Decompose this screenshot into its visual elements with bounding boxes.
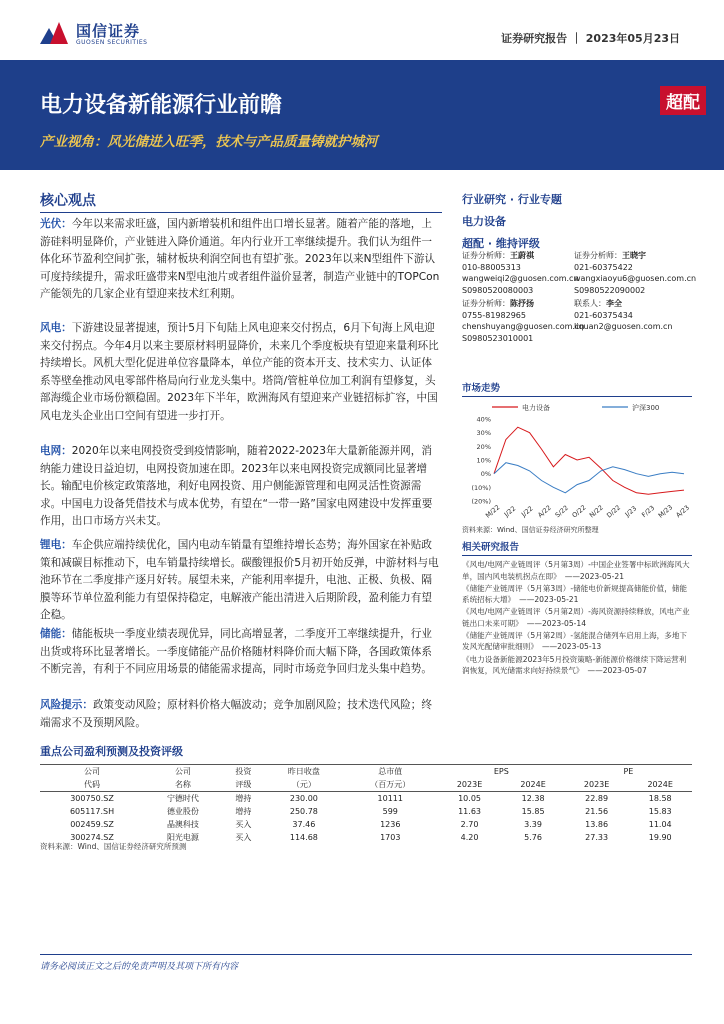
analyst-phone: 0755-81982965 — [462, 310, 526, 320]
col-header: （元） — [291, 780, 316, 789]
analyst-phone: 010-88005313 — [462, 262, 521, 272]
table-cell: 300750.SZ — [40, 792, 144, 806]
related-report-title: 《风电/电网产业链周评（5月第3周）-中国企业签署中标欧洲海风大单，国内风电装机拐点在即》 — [462, 560, 690, 581]
x-tick-label: M/23 — [656, 503, 675, 520]
table-cell: 增持 — [235, 807, 252, 816]
divider — [40, 212, 442, 213]
table-cell: 250.78 — [289, 807, 318, 816]
para-text: 车企供应端持续优化，国内电动车销量有望维持增长态势；海外国家在补贴政策和减碳目标推动下，电车销量持续增长。碳酸锂报价5月初开始反弹，中游材料与电池环节在二季度排产逐月好转。展望未来，产能利用率提升，电池、正极、负极、隔膜等环节单位盈利能力有望保持稳定，电解液产能出清进入后期阶段，盈利能力有望企稳。 — [40, 539, 439, 621]
related-report-title: 《风电/电网产业链周评（5月第2周）-海风资源持续释放，风电产业链出口未来可期》 — [462, 607, 690, 628]
related-report-item[interactable] — [462, 583, 692, 606]
x-tick-label: M/22 — [483, 503, 502, 520]
x-tick-label: O/22 — [570, 503, 588, 520]
table-cell: 12.38 — [501, 792, 565, 806]
table-cell: 2.70 — [460, 820, 479, 829]
report-title: 电力设备新能源行业前瞻 — [40, 93, 283, 118]
page-header — [0, 0, 724, 58]
logo-name-en: GUOSEN SECURITIES — [76, 38, 148, 46]
table-cell: 22.89 — [565, 792, 629, 806]
analyst-role: 证券分析师： — [462, 251, 510, 260]
analyst — [462, 298, 585, 344]
analyst-email[interactable]: chenshuyang@guosen.com.cn — [462, 322, 585, 331]
table-cell: 15.85 — [521, 807, 545, 816]
para-text: 下游建设显著提速，预计5月下旬陆上风电迎来交付拐点，6月下旬海上风电迎来交付拐点。今年4月以来主要原材料明显降价，未来几个季度板块有望迎来量利环比持续增长。风机大型化促进单位容量降本，单位产能的资本开支、技术实力、认证体系等壁垒推动风电零部件格局向行业龙头集中。塔筒/管桩单位加工利润有望修复，头部海缆企业市场份额稳固。2023年下半年，欧洲海风有望迎来产业链招标扩容，中国风电龙头企业出口空间有望进一步打开。 — [40, 322, 439, 422]
analyst-role: 证券分析师： — [462, 299, 510, 308]
table-row — [40, 805, 692, 818]
table-cell: 19.90 — [648, 833, 672, 842]
table-cell: 37.46 — [292, 820, 316, 829]
x-tick-label: A/22 — [536, 503, 553, 520]
analysts — [462, 250, 697, 344]
table-cell: 114.68 — [289, 833, 318, 842]
table-cell: 230.00 — [265, 792, 343, 806]
table-cell: 德业股份 — [166, 807, 199, 816]
related-report-title: 《储能产业链周评（5月第2周）-氢能混合储列车启用上海，多地下发风光配储审批细则》 — [462, 631, 688, 652]
analyst-email[interactable]: wangweiqi2@guosen.com.cn — [462, 274, 579, 283]
table-cell: 阳光电源 — [166, 833, 199, 842]
report-date: 证券研究报告 ｜ 2023年05月23日 — [501, 32, 680, 45]
y-tick-label: 40% — [476, 415, 491, 424]
table-cell: 11.63 — [458, 807, 481, 816]
analyst-name: 陈抒扬 — [510, 299, 534, 308]
related-report-title: 《电力设备新能源2023年5月投资策略-新能源价格继续下降运营利润恢复，风光储需求向好持续景气》 — [462, 654, 687, 675]
col-header: 2024E — [647, 780, 673, 789]
x-tick-label: J/22 — [502, 504, 518, 519]
related-report-item[interactable] — [462, 654, 692, 677]
related-report-date: ——2023-05-14 — [526, 618, 587, 628]
series-line — [494, 427, 684, 494]
related-report-item[interactable] — [462, 606, 692, 629]
y-tick-label: (20%) — [471, 497, 491, 506]
side-meta — [462, 189, 692, 255]
related-report-date: ——2023-05-21 — [519, 595, 579, 605]
legend-label: 沪深300 — [632, 404, 660, 412]
rating-badge: 超配 — [660, 86, 706, 115]
forecast-table — [40, 764, 692, 844]
table-cell: 11.04 — [648, 820, 672, 829]
col-header: 公司 — [40, 765, 144, 779]
chart-source: 资料来源：Wind、国信证券经济研究所整理 — [462, 526, 599, 534]
col-header: 名称 — [174, 780, 191, 789]
footer-disclaimer: 请务必阅读正文之后的免责声明及其项下所有内容 — [40, 962, 239, 972]
analyst-phone: 021-60375422 — [574, 262, 633, 272]
x-tick-label: J/23 — [623, 504, 639, 519]
related-heading: 相关研究报告 — [462, 542, 692, 556]
para-key: 风险提示： — [40, 699, 93, 711]
related-reports — [462, 542, 692, 677]
contact — [574, 298, 686, 344]
para-battery — [40, 537, 442, 625]
analyst-phone: 021-60375434 — [574, 310, 633, 320]
rating: 超配 · 维持评级 — [462, 237, 540, 250]
y-tick-label: 0% — [480, 470, 491, 479]
logo-icon — [40, 22, 68, 46]
related-report-date: ——2023-05-21 — [564, 571, 625, 581]
analyst-role: 联系人： — [574, 299, 606, 308]
analyst — [574, 250, 697, 296]
related-report-date: ——2023-05-13 — [541, 642, 602, 652]
table-cell: 18.58 — [628, 792, 692, 806]
para-key: 电网： — [40, 445, 72, 457]
related-report-title: 《储能产业链周评（5月第3周）-储能电价新规提高储能价值，储能系统招标大增》 — [462, 583, 688, 605]
analyst-cert: S0980520080003 — [462, 285, 534, 295]
y-tick-label: 10% — [476, 456, 491, 465]
para-storage — [40, 626, 442, 679]
col-header: 总市值 — [343, 765, 438, 779]
col-header-pe: PE — [565, 765, 692, 779]
col-header: 代码 — [84, 780, 101, 789]
analyst-name: 王蔚祺 — [510, 251, 534, 260]
analyst-role: 证券分析师： — [574, 251, 622, 260]
para-key: 风电： — [40, 322, 72, 334]
table-cell: 宁德时代 — [144, 792, 222, 806]
market-chart — [462, 397, 692, 521]
table-cell: 增持 — [222, 792, 265, 806]
related-report-item[interactable] — [462, 559, 692, 582]
table-cell: 002459.SZ — [70, 820, 114, 829]
industry: 电力设备 — [462, 215, 506, 228]
analyst-name: 王晓宇 — [622, 251, 646, 260]
core-heading: 核心观点 — [40, 193, 96, 209]
para-risk — [40, 697, 442, 732]
para-key: 锂电： — [40, 539, 72, 551]
x-tick-label: F/23 — [640, 503, 657, 520]
x-tick-label: N/22 — [587, 503, 605, 520]
para-key: 光伏： — [40, 218, 72, 230]
para-wind — [40, 320, 442, 425]
analyst — [462, 250, 579, 296]
table-cell: 买入 — [235, 820, 252, 829]
series-line — [494, 463, 684, 493]
market-chart-box — [462, 380, 692, 534]
para-text: 政策变动风险；原材料价格大幅波动；竞争加剧风险；技术迭代风险；终端需求不及预期风险。 — [40, 699, 432, 729]
table-row — [40, 818, 692, 831]
col-header: 投资 — [222, 765, 265, 779]
col-header: 昨日收盘 — [265, 765, 343, 779]
analyst-name: 李全 — [606, 299, 622, 308]
table-cell: 300274.SZ — [70, 833, 114, 842]
para-key: 储能： — [40, 628, 72, 640]
y-tick-label: (10%) — [471, 483, 491, 492]
table-cell: 1703 — [380, 833, 401, 842]
table-cell: 5.76 — [524, 833, 542, 842]
para-text: 2020年以来电网投资受到疫情影响，随着2022-2023年大量新能源并网，消纳能力建设日益迫切，电网投资加速在即。2023年以来电网投资完成额同比显著增长。输配电价核定政策落地，利好电网投资、用户侧能源管理和电网灵活性资源需求。中国电力设备凭借技术与成本优势，有望在“一带一路”国家电网建设中发挥重要作用，出口市场方兴未艾。 — [40, 445, 433, 527]
col-header: 2023E — [583, 780, 610, 789]
table-cell: 27.33 — [585, 833, 609, 842]
analyst-email[interactable]: liquan2@guosen.com.cn — [574, 322, 673, 331]
table-title: 重点公司盈利预测及投资评级 — [40, 745, 183, 758]
x-tick-label: D/22 — [605, 503, 623, 520]
x-tick-label: S/22 — [553, 503, 570, 520]
table-row — [40, 792, 692, 806]
footer-divider — [40, 954, 692, 955]
category: 行业研究 · 行业专题 — [462, 193, 562, 206]
table-cell: 21.56 — [585, 807, 609, 816]
para-text: 储能板块一季度业绩表现优异，同比高增显著，二季度开工率继续提升，行业出货或将环比显著增长。一季度储能产品价格随材料降价而大幅下降，各国政策体系不断完善，有利于不同应用场景的储能需求提高，同时市场竞争回归龙头集中趋势。 — [40, 628, 432, 675]
table-source: 资料来源：Wind、国信证券经济研究所预测 — [40, 842, 187, 851]
col-header: 2024E — [520, 780, 546, 789]
table-cell: 4.20 — [460, 833, 479, 842]
related-report-date: ——2023-05-07 — [587, 665, 647, 675]
table-cell: 10.05 — [438, 792, 502, 806]
y-tick-label: 20% — [476, 442, 491, 451]
legend-label: 电力设备 — [522, 404, 550, 412]
table-cell: 买入 — [235, 833, 252, 842]
col-header: 公司 — [144, 765, 222, 779]
table-cell: 599 — [382, 807, 398, 816]
col-header: 评级 — [235, 780, 252, 789]
x-tick-label: A/23 — [674, 503, 692, 520]
analyst-cert: S0980522090002 — [574, 285, 646, 295]
chart-heading: 市场走势 — [462, 380, 692, 397]
para-text: 今年以来需求旺盛，国内新增装机和组件出口增长显著。随着产能的落地，上游硅料明显降价，产业链进入降价通道。年内行业开工率继续提升。我们认为组件一体化环节盈利空间扩张，辅材板块利润空间也有望扩张。2023年以来N型组件下游认可度持续提升，需求旺盛带来N型电池片或者组件溢价显著，制造产业链中的TOPCon产能领先的几家企业有望迎来技术红利期。 — [40, 218, 440, 300]
report-subtitle: 产业视角：风光储进入旺季，技术与产品质量铸就护城河 — [40, 134, 378, 150]
para-pv — [40, 216, 442, 304]
y-tick-label: 30% — [476, 429, 491, 438]
logo — [40, 22, 147, 46]
col-header: （百万元） — [370, 780, 411, 789]
col-header: 2023E — [456, 780, 483, 789]
logo-name: 国信证券 — [76, 21, 141, 40]
col-header-eps: EPS — [438, 765, 565, 779]
table-cell: 605117.SH — [69, 807, 115, 816]
table-cell: 3.39 — [524, 820, 542, 829]
related-report-item[interactable] — [462, 630, 692, 653]
table-cell: 10111 — [343, 792, 438, 806]
table-cell: 晶澳科技 — [166, 820, 199, 829]
analyst-cert: S0980523010001 — [462, 333, 534, 343]
table-cell: 15.83 — [648, 807, 672, 816]
para-grid — [40, 443, 442, 531]
analyst-email[interactable]: wangxiaoyu6@guosen.com.cn — [574, 274, 697, 283]
table-cell: 13.86 — [585, 820, 609, 829]
table-cell: 1236 — [380, 820, 401, 829]
x-tick-label: J/22 — [519, 504, 535, 519]
